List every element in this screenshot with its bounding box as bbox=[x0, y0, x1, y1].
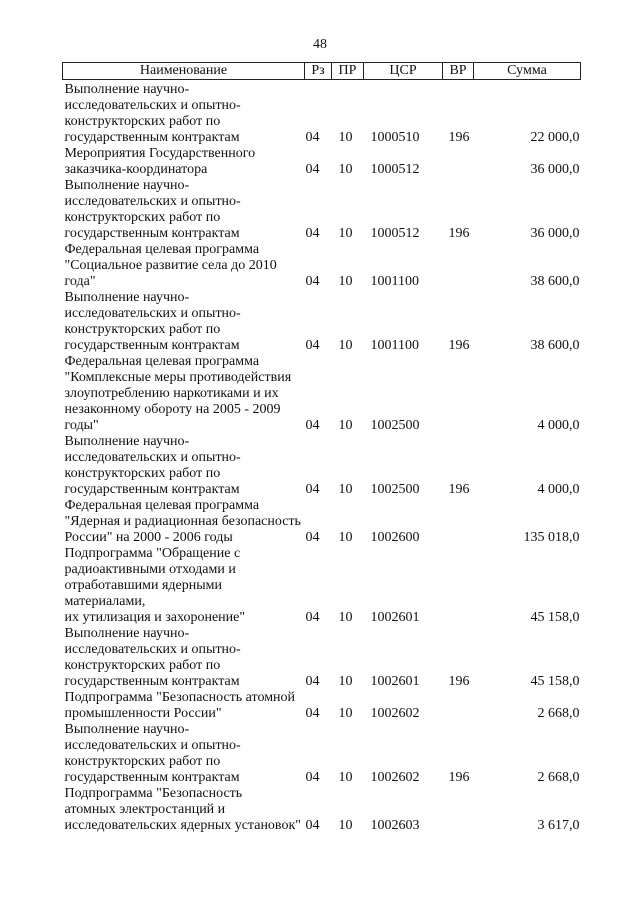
row-rz: 04 bbox=[305, 162, 320, 177]
row-vr bbox=[443, 786, 474, 834]
row-sum: 45 158,0 bbox=[530, 610, 580, 625]
row-csr: 1002603 bbox=[370, 818, 420, 833]
row-pr: 10 bbox=[338, 674, 353, 689]
row-vr: 196 bbox=[448, 130, 470, 145]
row-vr bbox=[443, 498, 474, 546]
row-csr: 1001100 bbox=[370, 274, 419, 289]
row-name: Федеральная целевая программа "Комплексные меры противодействия злоупотреблению наркотиками и их незаконному обороту на 2005 - 2009 годы" bbox=[64, 354, 292, 433]
header-csr: ЦСР bbox=[364, 63, 443, 80]
row-sum: 36 000,0 bbox=[530, 226, 580, 241]
row-name: Федеральная целевая программа "Ядерная и радиационная безопасность России" на 2000 - 2006 годы bbox=[64, 498, 301, 545]
row-sum: 3 617,0 bbox=[537, 818, 580, 833]
row-rz: 04 bbox=[305, 418, 320, 433]
row-name: Подпрограмма "Безопасность атомной промышленности России" bbox=[64, 690, 296, 721]
header-name: Наименование bbox=[63, 63, 305, 80]
table-row bbox=[63, 722, 581, 786]
row-sum: 38 600,0 bbox=[530, 274, 580, 289]
row-vr: 196 bbox=[448, 338, 470, 353]
row-vr bbox=[443, 690, 474, 722]
row-sum: 45 158,0 bbox=[530, 674, 580, 689]
row-pr: 10 bbox=[338, 338, 353, 353]
row-vr: 196 bbox=[448, 770, 470, 785]
row-name: Выполнение научно- исследовательских и опытно- конструкторских работ по государственным контрактам bbox=[64, 626, 241, 689]
row-vr bbox=[443, 146, 474, 178]
table-row bbox=[63, 786, 581, 834]
row-csr: 1002602 bbox=[370, 706, 420, 721]
row-rz: 04 bbox=[305, 338, 320, 353]
row-vr bbox=[443, 546, 474, 626]
row-pr: 10 bbox=[338, 226, 353, 241]
row-pr: 10 bbox=[338, 130, 353, 145]
row-name: Выполнение научно- исследовательских и опытно- конструкторских работ по государственным контрактам bbox=[64, 722, 241, 785]
row-csr: 1002601 bbox=[370, 610, 420, 625]
row-rz: 04 bbox=[305, 482, 320, 497]
table-row bbox=[63, 146, 581, 178]
table-row bbox=[63, 498, 581, 546]
row-sum: 22 000,0 bbox=[530, 130, 580, 145]
row-name: Федеральная целевая программа "Социальное развитие села до 2010 года" bbox=[64, 242, 277, 289]
row-csr: 1002602 bbox=[370, 770, 420, 785]
row-vr bbox=[443, 242, 474, 290]
row-rz: 04 bbox=[305, 226, 320, 241]
table-row bbox=[63, 546, 581, 626]
row-rz: 04 bbox=[305, 770, 320, 785]
row-name: Выполнение научно- исследовательских и опытно- конструкторских работ по государственным контрактам bbox=[64, 290, 241, 353]
row-csr: 1002500 bbox=[370, 482, 420, 497]
row-csr: 1000512 bbox=[370, 226, 420, 241]
row-sum: 2 668,0 bbox=[537, 706, 580, 721]
header-rz: Рз bbox=[305, 63, 332, 80]
row-name: Подпрограмма "Обращение с радиоактивными отходами и отработавшими ядерными материалами, их утилизация и захоронение" bbox=[64, 546, 246, 625]
row-csr: 1000510 bbox=[370, 130, 420, 145]
header-pr: ПР bbox=[332, 63, 364, 80]
row-pr: 10 bbox=[338, 706, 353, 721]
table-header-row bbox=[63, 63, 581, 80]
row-sum: 2 668,0 bbox=[537, 770, 580, 785]
row-name: Подпрограмма "Безопасность атомных электростанций и исследовательских ядерных установок" bbox=[64, 786, 301, 833]
row-pr: 10 bbox=[338, 274, 353, 289]
row-name: Выполнение научно- исследовательских и опытно- конструкторских работ по государственным контрактам bbox=[64, 82, 241, 145]
row-csr: 1001100 bbox=[370, 338, 419, 353]
row-name: Выполнение научно- исследовательских и опытно- конструкторских работ по государственным контрактам bbox=[64, 178, 241, 241]
table-row bbox=[63, 82, 581, 146]
row-pr: 10 bbox=[338, 770, 353, 785]
row-vr: 196 bbox=[448, 482, 470, 497]
page-number: 48 bbox=[313, 37, 327, 52]
row-pr: 10 bbox=[338, 818, 353, 833]
row-name: Мероприятия Государственного заказчика-координатора bbox=[64, 146, 256, 177]
row-name: Выполнение научно- исследовательских и опытно- конструкторских работ по государственным контрактам bbox=[64, 434, 241, 497]
row-pr: 10 bbox=[338, 482, 353, 497]
row-rz: 04 bbox=[305, 674, 320, 689]
table-row bbox=[63, 626, 581, 690]
row-pr: 10 bbox=[338, 610, 353, 625]
row-sum: 4 000,0 bbox=[537, 482, 580, 497]
table-row bbox=[63, 178, 581, 242]
row-sum: 38 600,0 bbox=[530, 338, 580, 353]
budget-table bbox=[62, 62, 581, 834]
table-row bbox=[63, 290, 581, 354]
row-sum: 135 018,0 bbox=[523, 530, 580, 545]
row-rz: 04 bbox=[305, 610, 320, 625]
row-csr: 1000512 bbox=[370, 162, 420, 177]
table-row bbox=[63, 354, 581, 434]
row-rz: 04 bbox=[305, 818, 320, 833]
row-vr: 196 bbox=[448, 226, 470, 241]
header-sum: Сумма bbox=[474, 63, 581, 80]
row-rz: 04 bbox=[305, 130, 320, 145]
row-pr: 10 bbox=[338, 530, 353, 545]
table-row bbox=[63, 434, 581, 498]
row-vr bbox=[443, 354, 474, 434]
row-sum: 36 000,0 bbox=[530, 162, 580, 177]
row-rz: 04 bbox=[305, 530, 320, 545]
row-csr: 1002600 bbox=[370, 530, 420, 545]
header-vr: ВР bbox=[443, 63, 474, 80]
row-csr: 1002500 bbox=[370, 418, 420, 433]
table-row bbox=[63, 242, 581, 290]
row-rz: 04 bbox=[305, 274, 320, 289]
row-csr: 1002601 bbox=[370, 674, 420, 689]
table-row bbox=[63, 690, 581, 722]
row-sum: 4 000,0 bbox=[537, 418, 580, 433]
row-pr: 10 bbox=[338, 162, 353, 177]
row-vr: 196 bbox=[448, 674, 470, 689]
row-pr: 10 bbox=[338, 418, 353, 433]
row-rz: 04 bbox=[305, 706, 320, 721]
